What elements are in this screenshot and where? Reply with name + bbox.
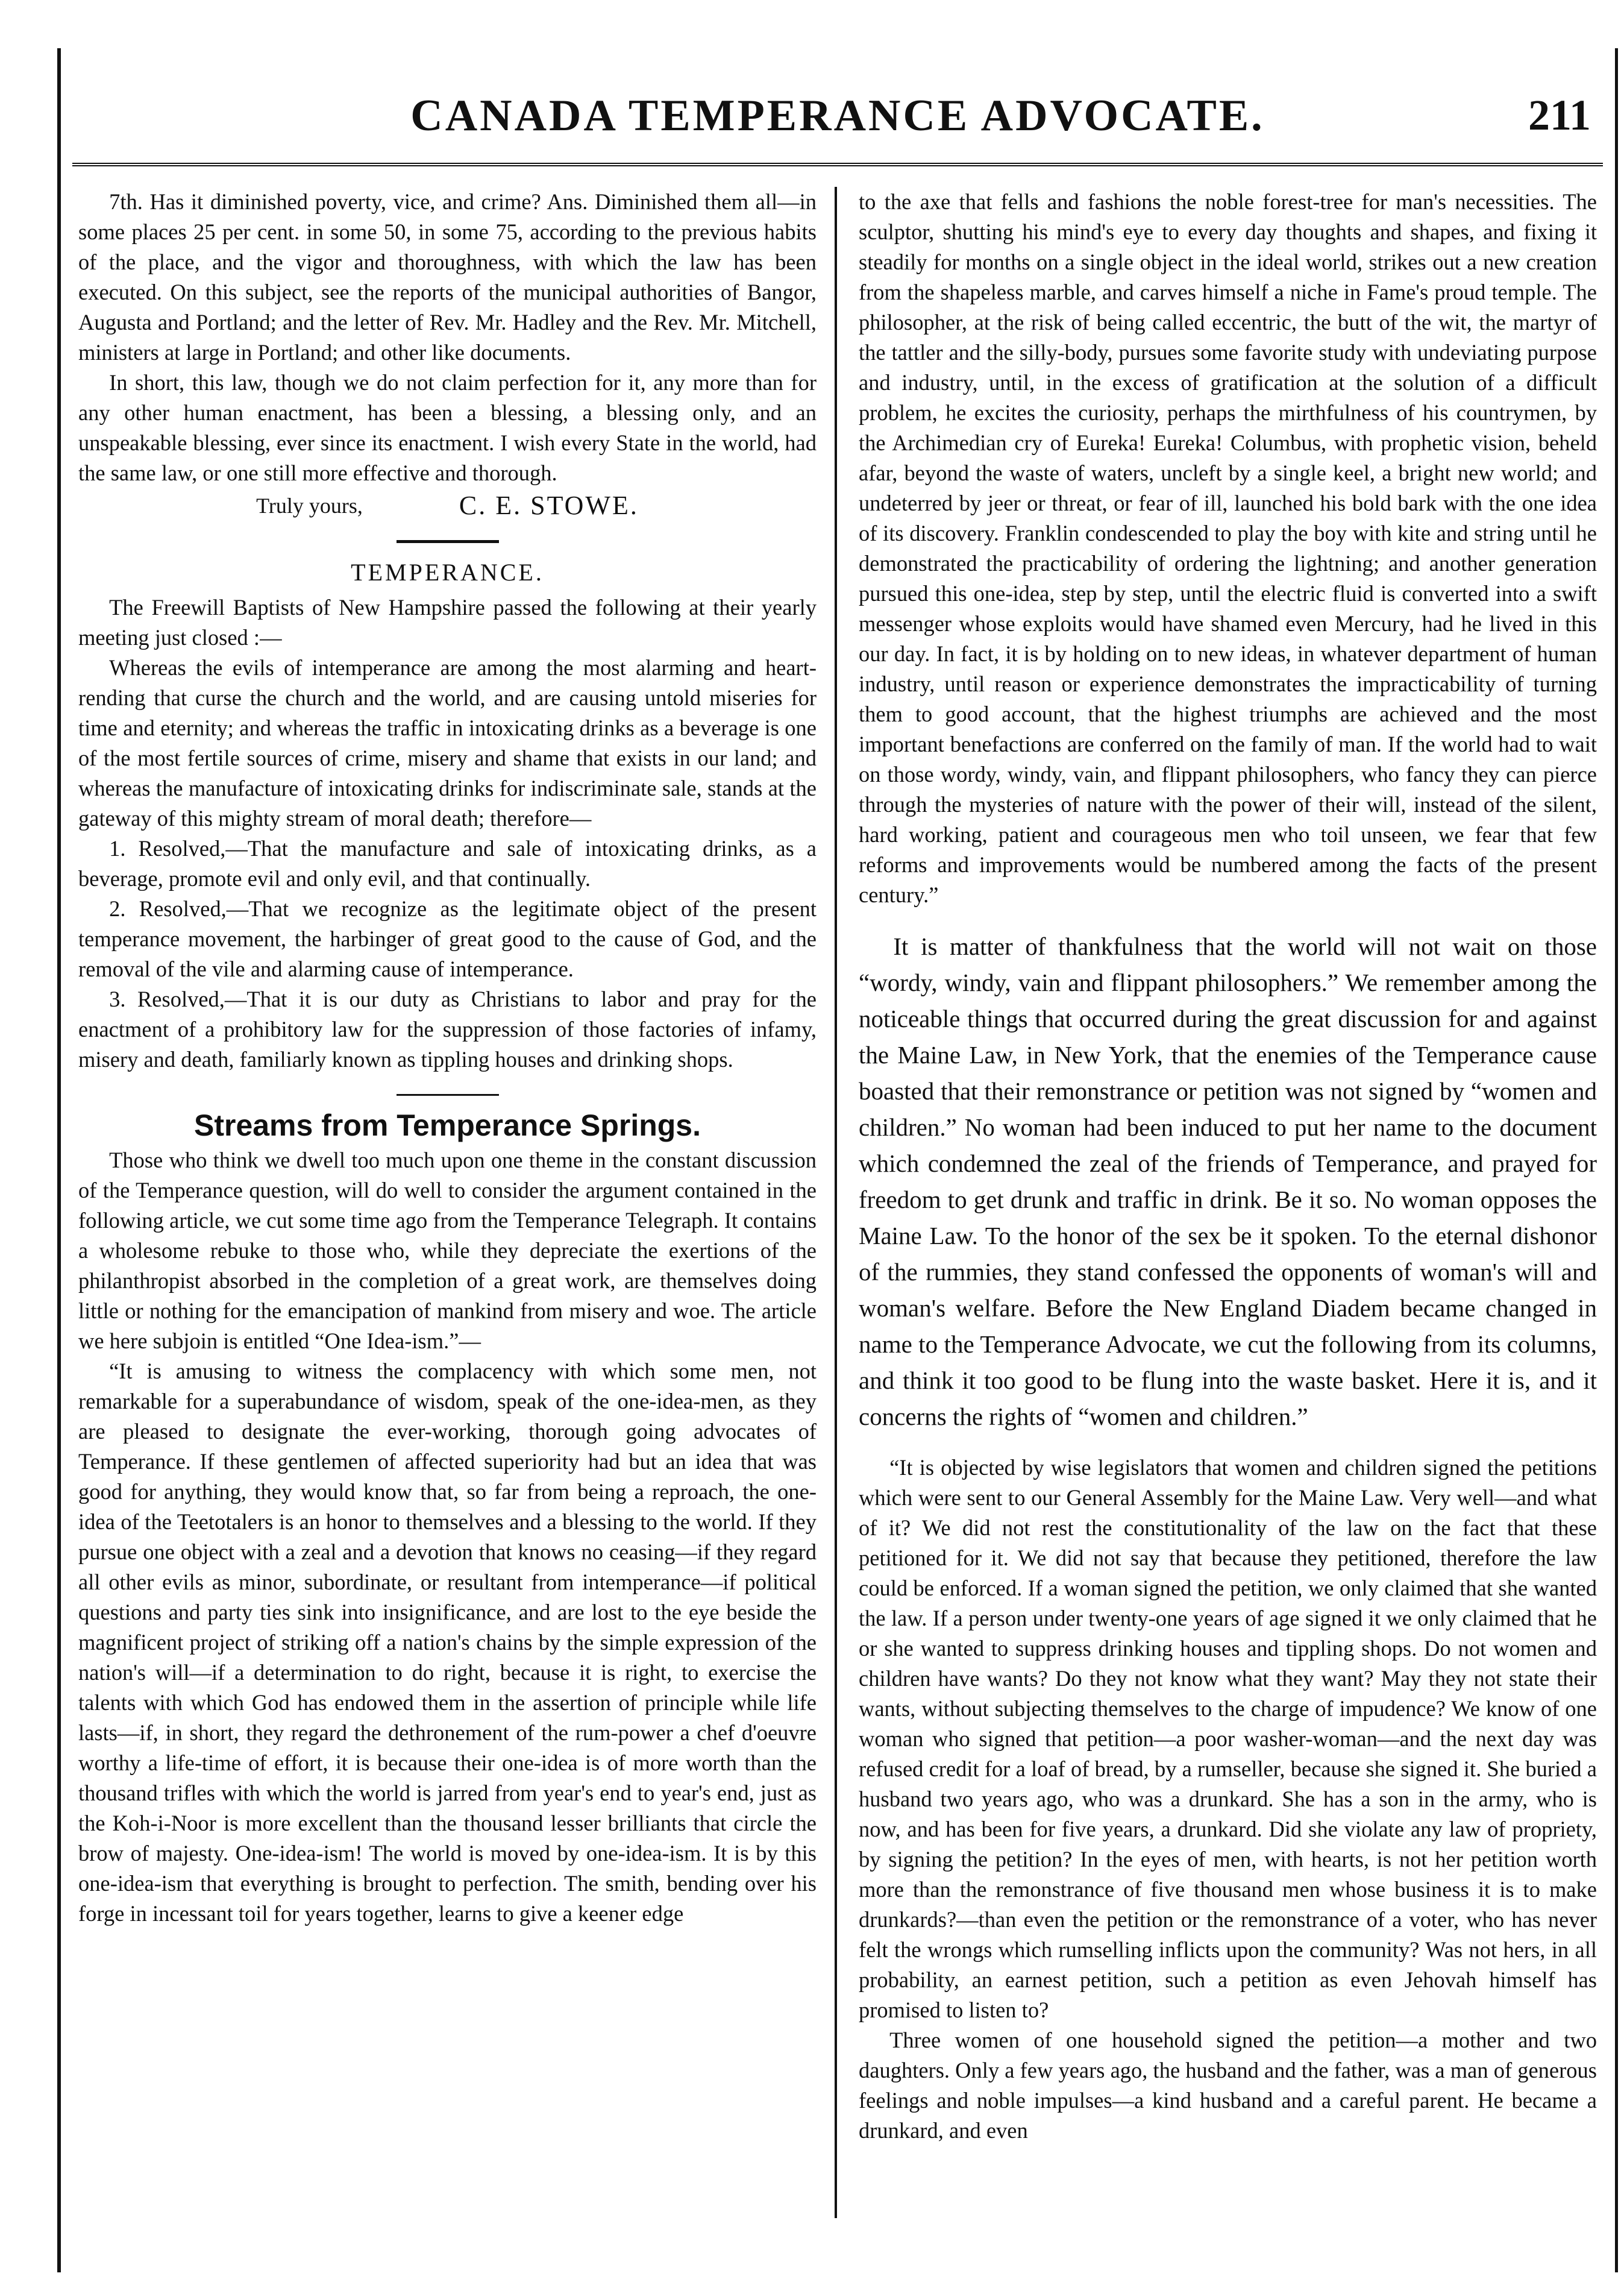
- editorial-paragraph: It is matter of thankfulness that the world will not wait on those “wordy, windy, vain and flippant philosophers.” We remember among the noticeable things that occurred during the great discussion for and against the Maine Law, in New York, that the enemies of the Temperance cause boasted that their remonstrance or petition was not signed by “women and children.” No woman had been induced to put her name to the document which condemned the zeal of the friends of Temperance, and prayed for freedom to get drunk and traffic in drink. Be it so. No woman opposes the Maine Law. To the honor of the sex be it spoken. To the eternal dishonor of the rummies, they stand confessed the opponents of woman's will and woman's welfare. Before the New England Diadem became changed in name to the Temperance Advocate, we cut the following from its columns, and think it too good to be flung into the waste basket. Here it is, and it concerns the rights of “women and children.”: [859, 932, 1597, 1430]
- left-column: [78, 187, 817, 2218]
- quoted-paragraph-1: “It is objected by wise legislators that women and children signed the petitions which were sent to our General Assembly for the Maine Law. Very well—and what of it? We did not rest the constitutionality of the law on the fact that these petitioned for it. We did not say that because they petitioned, therefore the law could be enforced. If a woman signed the petition, we only claimed that she wanted the law. If a person under twenty-one years of age signed it we only claimed that he or she wanted to suppress drinking houses and tippling shops. Do not women and children have wants? Do they not know what they want? May they not state their wants, without subjecting themselves to the charge of impudence? We know of one woman who signed that petition—a poor washer-woman—and the next day was refused credit for a loaf of bread, by a rumseller, because she signed it. She buried a husband two years ago, who was a drunkard. She has a son in the army, who is now, and has been for five years, a drunkard. Did she violate any law of propriety, by signing the petition? In the eyes of men, with hearts, is not her petition worth more than the remonstrance of five thousand men whose business it is to make drunkards?—than even the petition or the remonstrance of a voter, who has never felt the wrongs which rumselling inflicts upon the community? Was not hers, in all probability, an earnest petition, such a petition as even Jehovah himself has promised to listen to?: [859, 1455, 1597, 2022]
- page-border-left: [57, 48, 61, 2272]
- page-header: [72, 66, 1603, 166]
- resolution-3: 3. Resolved,—That it is our duty as Christians to labor and pray for the enactment of a prohibitory law for the suppression of those factories of infamy, misery and death, familiarly known as tippling houses and drinking shops.: [78, 987, 817, 1072]
- column-divider: [835, 187, 837, 2218]
- section-rule-2: [397, 1094, 499, 1096]
- signoff-closing: Truly yours,: [256, 494, 363, 518]
- temperance-paragraph-2: Whereas the evils of intemperance are among the most alarming and heart-rending that curse the church and the world, and are causing untold miseries for time and eternity; and whereas the traffic in intoxicating drinks as a beverage is one of the most fertile sources of crime, misery and shame that exists in our land; and whereas the manufacture of intoxicating drinks for indiscriminate sale, stands at the gateway of this mighty stream of moral death; therefore—: [78, 655, 817, 831]
- page-border-right: [1615, 48, 1618, 2272]
- resolution-1: 1. Resolved,—That the manufacture and sale of intoxicating drinks, as a beverage, promote evil and only evil, and that continually.: [78, 836, 817, 891]
- masthead-title: CANADA TEMPERANCE ADVOCATE.: [410, 91, 1265, 140]
- letter-signoff: [78, 491, 817, 521]
- temperance-paragraph-1: The Freewill Baptists of New Hampshire passed the following at their yearly meeting just closed :—: [78, 595, 817, 650]
- continued-paragraph: to the axe that fells and fashions the noble forest-tree for man's necessities. The sculptor, shutting his mind's eye to every day thoughts and shapes, and fixing it steadily for months on a single object in the ideal world, strikes out a new creation from the shapeless marble, and carves himself a niche in Fame's proud temple. The philosopher, at the risk of being called eccentric, the butt of the wit, the martyr of the tattler and the silly-body, pursues some favorite study with undeviating purpose and industry, until, in the excess of gratification at the solution of a difficult problem, he excites the curiosity, perhaps the mirthfulness of his countrymen, by the Archimedian cry of Eureka! Eureka! Columbus, with prophetic vision, beheld afar, beyond the waste of waters, uncleft by a single keel, a bright new world; and undeterred by jeer or threat, or fear of ill, launched his bold bark with the one idea of its discovery. Franklin condescended to play the boy with kite and string until he demonstrated the practicability of ordering the lightning; and another generation pursued this one-idea, step by step, until the electric fluid is converted into a swift messenger whose exploits would have shamed even Mercury, had he lived in this our day. In fact, it is by holding on to new ideas, in whatever department of human industry, until reason or experience demonstrates the impracticability of turning them to good account, that the highest triumphs are achieved and the most important benefactions are conferred on the family of man. If the world had to wait on those wordy, windy, vain, and flippant philosophers, who fancy they can pierce through the mysteries of nature with the power of their will, instead of the silent, hard working, patient and courageous men who toil unseen, we fear that few reforms and improvements would be numbered among the facts of the present century.”: [859, 189, 1597, 907]
- newspaper-page: [24, 24, 1603, 2257]
- streams-paragraph-1: Those who think we dwell too much upon one theme in the constant discussion of the Temperance question, will do well to consider the argument contained in the following article, we cut some time ago from the Temperance Telegraph. It contains a wholesome rebuke to those who, while they depreciate the exertions of the philanthropist absorbed in the completion of a great work, are themselves doing little or nothing for the emancipation of mankind from misery and woe. The article we here subjoin is entitled “One Idea-ism.”—: [78, 1148, 817, 1353]
- stowe-paragraph-1: 7th. Has it diminished poverty, vice, and crime? Ans. Diminished them all—in some places 25 per cent. in some 50, in some 75, according to the previous habits of the place, and the vigor and thoroughness, with which the law has been executed. On this subject, see the reports of the municipal authorities of Bangor, Augusta and Portland; and the letter of Rev. Mr. Hadley and the Rev. Mr. Mitchell, ministers at large in Portland; and other like documents.: [78, 189, 817, 365]
- streams-heading: Streams from Temperance Springs.: [193, 1108, 701, 1142]
- paragraph-gap: [859, 910, 1597, 928]
- right-column: [859, 187, 1597, 2218]
- section-rule-1: [397, 540, 499, 543]
- resolution-2: 2. Resolved,—That we recognize as the legitimate object of the present temperance movement, the harbinger of great good to the cause of God, and the removal of the vile and alarming cause of intemperance.: [78, 896, 817, 981]
- streams-paragraph-2: “It is amusing to witness the complacency with which some men, not remarkable for a superabundance of wisdom, speak of the one-idea-men, as they are pleased to designate the ever-working, thorough going advocates of Temperance. If these gentlemen of affected superiority had but an idea that was good for anything, they would know that, so far from being a reproach, the one-idea of the Teetotalers is an honor to themselves and a blessing to the world. If they pursue one object with a zeal and a devotion that knows no ceasing—if they regard all other evils as minor, subordinate, or resultant from intemperance—if political questions and party ties sink into insignificance, and are lost to the eye beside the magnificent project of striking off a nation's chains by the simple expression of the nation's will—if a determination to do right, because it is right, to exercise the talents with which God has endowed them in the assertion of principle while life lasts—if, in short, they regard the dethronement of the rum-power a chef d'oeuvre worthy a life-time of effort, it is because their one-idea is of more worth than the thousand trifles with which the world is jarred from year's end to year's end, just as the Koh-i-Noor is more excellent than the thousand lesser brilliants that circle the brow of majesty. One-idea-ism! The world is moved by one-idea-ism. It is by this one-idea-ism that everything is brought to perfection. The smith, bending over his forge in incessant toil for years together, learns to give a keener edge: [78, 1359, 817, 1926]
- paragraph-gap-2: [859, 1435, 1597, 1453]
- signoff-name: C. E. STOWE.: [459, 491, 639, 520]
- stowe-paragraph-2: In short, this law, though we do not claim perfection for it, any more than for any other human enactment, has been a blessing, a blessing only, and an unspeakable blessing, ever since its enactment. I wish every State in the world, had the same law, or one still more effective and thorough.: [78, 370, 817, 485]
- temperance-heading: TEMPERANCE.: [351, 559, 544, 586]
- quoted-paragraph-2: Three women of one household signed the petition—a mother and two daughters. Only a few years ago, the husband and the father, was a man of generous feelings and noble impulses—a kind husband and a careful parent. He became a drunkard, and even: [859, 2028, 1597, 2143]
- page-number: 211: [1528, 91, 1591, 139]
